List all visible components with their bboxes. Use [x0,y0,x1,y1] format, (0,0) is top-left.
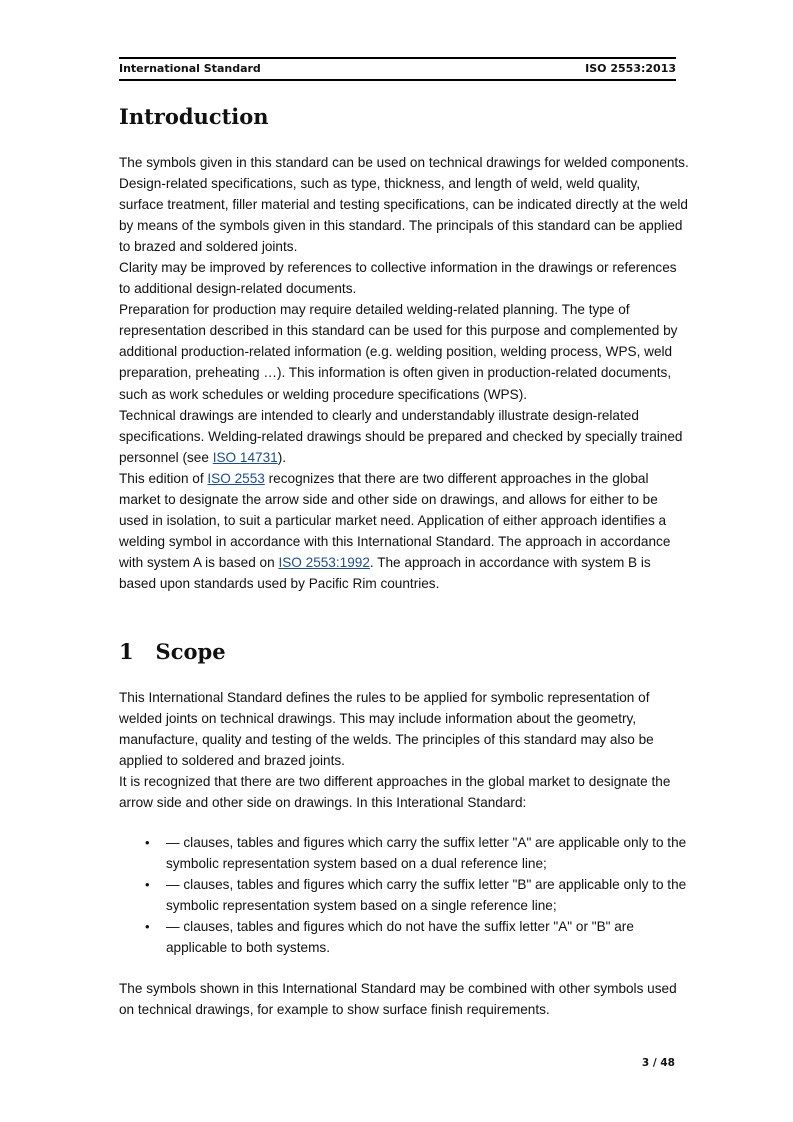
text-line: The symbols given in this standard can be used on technical drawings for welded components. [119,155,689,170]
text-line: — clauses, tables and figures which carry the suffix letter "B" are applicable only to the [166,877,687,893]
text-line: welding symbol in accordance with this International Standard. The approach in accordance [119,533,671,549]
header-bottom-rule [119,79,676,81]
list-item [119,874,687,916]
text-line: to brazed and soldered joints. [119,239,298,255]
text-line: based upon standards used by Pacific Rim countries. [119,575,440,591]
text-line: Preparation for production may require detailed welding-related planning. The type of [119,302,630,318]
text-line: welded joints on technical drawings. This may include information about the geometry, [119,711,637,727]
scope-heading: 1 Scope [119,639,226,664]
text-line: additional production-related information (e.g. welding position, welding process, WPS, weld [119,344,673,360]
scope-bullet-list [119,832,687,958]
introduction-heading: Introduction [119,104,269,129]
text-line: by means of the symbols given in this standard. The principals of this standard can be applied [119,218,683,234]
text-segment: This edition of [119,470,208,486]
text-line: market to designate the arrow side and other side on drawings, and allows for either to be [119,491,658,507]
page-header [119,60,676,78]
text-line: used in isolation, to suit a particular market need. Application of either approach identifies a [119,512,667,528]
list-item [119,916,679,958]
header-right: ISO 2553:2013 [585,62,676,75]
text-line: surface treatment, filler material and testing specifications, can be indicated directly at the weld [119,197,688,213]
header-left: International Standard [119,62,261,75]
text-line: such as work schedules or welding procedure specifications (WPS). [119,386,527,402]
text-line: Design-related specifications, such as type, thickness, and length of weld, weld quality, [119,176,641,192]
text-line: manufacture, quality and testing of the welds. The principles of this standard may also be [119,732,654,748]
text-line: — clauses, tables and figures which do not have the suffix letter "A" or "B" are [166,919,634,935]
introduction-body [119,152,689,594]
scope-closing [119,978,679,1020]
text-line: Clarity may be improved by references to collective information in the drawings or references [119,260,677,276]
text-line: representation described in this standard can be used for this purpose and complemented by [119,323,678,339]
text-line: This International Standard defines the rules to be applied for symbolic representation of [119,690,650,705]
text-line: arrow side and other side on drawings. In this Interational Standard: [119,795,527,811]
header-top-rule [119,57,676,59]
bullet-icon: • [145,835,150,850]
text-line: It is recognized that there are two different approaches in the global market to designate the [119,774,671,790]
text-line: applied to soldered and brazed joints. [119,753,345,769]
scope-body [119,687,679,813]
text-line [119,447,679,468]
text-line: preparation, preheating …). This information is often given in production-related documents, [119,365,672,381]
reference-link[interactable]: ISO 2553:1992 [278,554,370,570]
text-line: Technical drawings are intended to clearly and understandably illustrate design-related [119,407,639,423]
reference-link[interactable]: ISO 2553 [207,470,265,486]
text-segment: ). [277,449,287,465]
reference-link[interactable]: ISO 14731 [212,449,278,465]
text-line [119,552,679,573]
bullet-icon: • [145,919,150,935]
text-segment: with system A is based on [119,554,279,570]
text-line [119,468,679,489]
text-line: symbolic representation system based on a dual reference line; [166,856,547,872]
text-line: — clauses, tables and figures which carry the suffix letter "A" are applicable only to the [166,835,687,850]
list-item [119,832,687,874]
text-segment: recognizes that there are two different approaches in the global [264,470,649,486]
text-segment: personnel (see [119,449,213,465]
page-number: 3 / 48 [641,1057,675,1069]
text-segment: . The approach in accordance with system B is [369,554,651,570]
text-line: The symbols shown in this International Standard may be combined with other symbols used [119,981,677,996]
bullet-icon: • [145,877,150,893]
text-line: to additional design-related documents. [119,281,357,297]
text-line: on technical drawings, for example to show surface finish requirements. [119,1002,550,1018]
text-line: specifications. Welding-related drawings should be prepared and checked by specially trained [119,428,683,444]
text-line: symbolic representation system based on a single reference line; [166,898,557,914]
text-line: applicable to both systems. [166,940,330,956]
